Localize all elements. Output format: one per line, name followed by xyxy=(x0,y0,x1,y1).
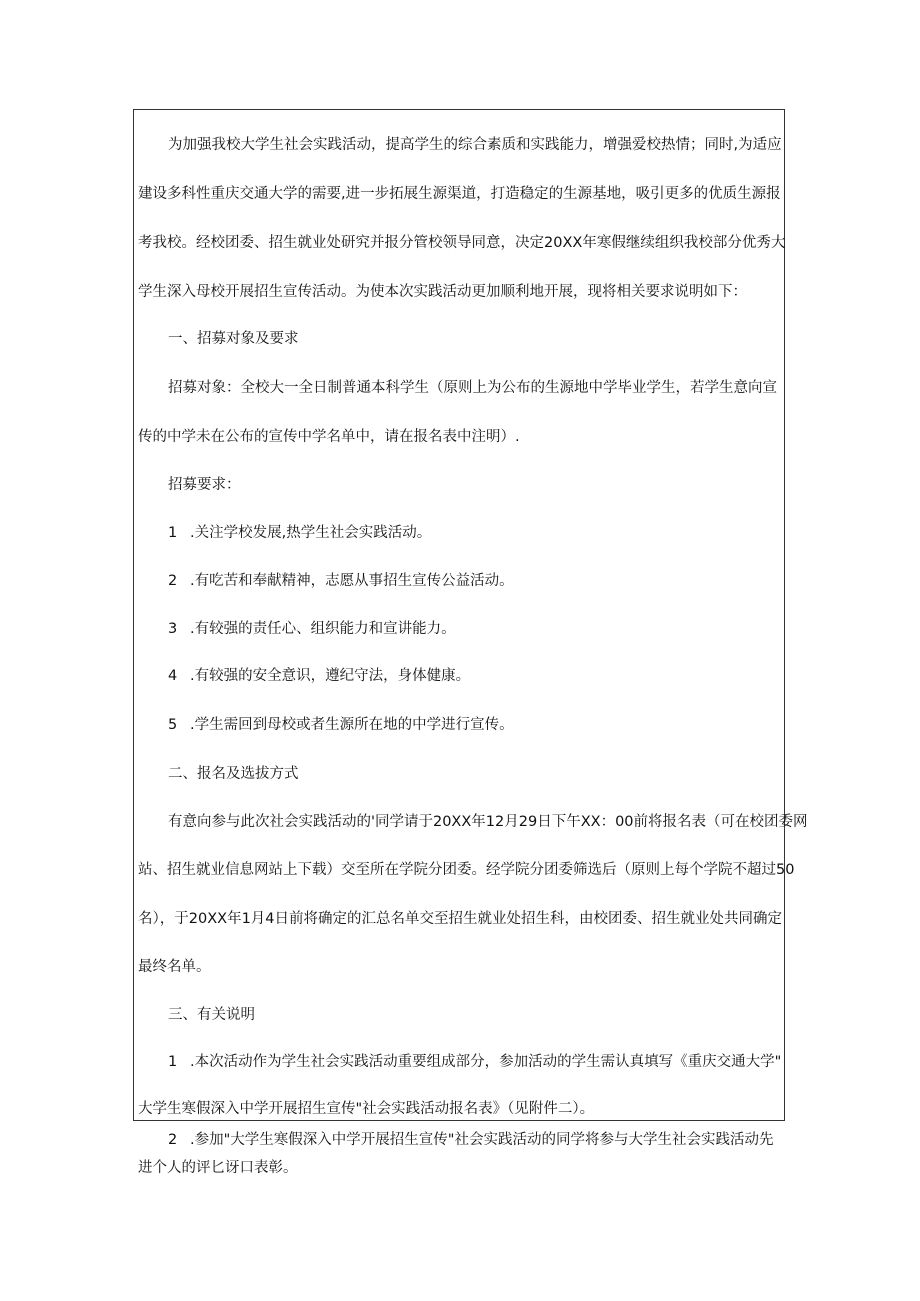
list-item: 2 .有吃苦和奉献精神，志愿从事招生宣传公益活动。 xyxy=(168,573,514,589)
section2-line-2: 站、招生就业信息网站上下载）交至所在学院分团委。经学院分团委筛选后（原则上每个学院不超过50 xyxy=(138,862,795,878)
section3-item2-line-2: 进个人的评匕讶口表彰。 xyxy=(138,1160,298,1176)
intro-line-3: 考我校。经校团委、招生就业处研究并报分管校领导同意，决定20XX年寒假继续组织我校部分优秀大 xyxy=(138,235,786,251)
section2-heading: 二、报名及选拔方式 xyxy=(168,766,299,782)
intro-line-2: 建设多科性重庆交通大学的需要,进一步拓展生源渠道，打造稳定的生源基地，吸引更多的优质生源报 xyxy=(138,186,781,202)
section3-item1-line-2: 大学生寒假深入中学开展招生宣传"社会实践活动报名表》（见附件二）。 xyxy=(138,1101,595,1117)
section3-item2-line-1: 2 .参加"大学生寒假深入中学开展招生宣传"社会实践活动的同学将参与大学生社会实践活动先 xyxy=(168,1132,774,1148)
list-item: 5 .学生需回到母校或者生源所在地的中学进行宣传。 xyxy=(168,717,514,733)
list-item: 4 .有较强的安全意识，遵纪守法，身体健康。 xyxy=(168,668,471,684)
requirements-heading: 招募要求： xyxy=(168,477,241,493)
section2-line-4: 最终名单。 xyxy=(138,959,211,975)
section3-item1-line-1: 1 .本次活动作为学生社会实践活动重要组成部分，参加活动的学生需认真填写《重庆交通大学" xyxy=(168,1054,782,1070)
list-item: 3 .有较强的责任心、组织能力和宣讲能力。 xyxy=(168,621,456,637)
section2-line-3: 名），于20XX年1月4日前将确定的汇总名单交至招生就业处招生科，由校团委、招生就业处共同确定 xyxy=(138,911,783,927)
section2-line-1: 有意向参与此次社会实践活动的'同学请于20XX年12月29日下午XX：00前将报名表（可在校团委网 xyxy=(168,814,808,830)
list-item: 1 .关注学校发展,热学生社会实践活动。 xyxy=(168,525,432,541)
section3-heading: 三、有关说明 xyxy=(168,1007,255,1023)
intro-line-1: 为加强我校大学生社会实践活动，提高学生的综合素质和实践能力，增强爱校热情；同时,为适应 xyxy=(168,137,782,153)
target-line-1: 招募对象：全校大一全日制普通本科学生（原则上为公布的生源地中学毕业学生，若学生意向宣 xyxy=(168,380,777,396)
target-line-2: 传的中学未在公布的宣传中学名单中，请在报名表中注明）. xyxy=(138,429,520,445)
intro-line-4: 学生深入母校开展招生宣传活动。为使本次实践活动更加顺利地开展，现将相关要求说明如下： xyxy=(138,284,747,300)
section1-heading: 一、招募对象及要求 xyxy=(168,331,299,347)
